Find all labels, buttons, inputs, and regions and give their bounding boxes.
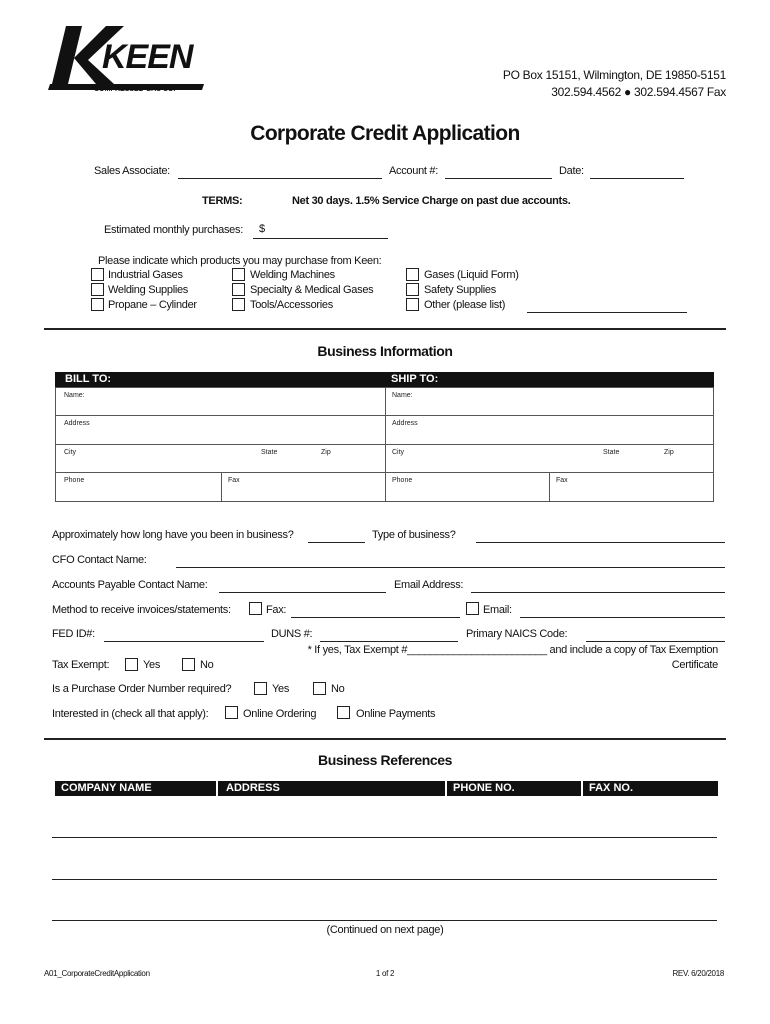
checkbox-tax-exempt-no[interactable]	[182, 658, 195, 671]
po-required-label: Is a Purchase Order Number required?	[52, 683, 232, 695]
field-label: Zip	[321, 449, 331, 456]
online-payments-label: Online Payments	[356, 708, 436, 720]
checkbox-other[interactable]	[406, 298, 419, 311]
column-header-company: COMPANY NAME	[55, 781, 218, 796]
terms-label: TERMS:	[202, 195, 243, 207]
logo-wordmark: KEEN	[102, 38, 193, 76]
terms-value: Net 30 days. 1.5% Service Charge on past due accounts.	[292, 195, 571, 207]
other-products-field[interactable]	[527, 312, 687, 313]
continued-note: (Continued on next page)	[326, 924, 444, 936]
invoice-method-label: Method to receive invoices/statements:	[52, 604, 231, 616]
years-in-business-field[interactable]	[308, 542, 365, 543]
product-label: Industrial Gases	[108, 269, 183, 281]
sales-associate-field[interactable]	[178, 178, 382, 179]
field-label: Phone	[64, 477, 85, 484]
column-header-phone: PHONE NO.	[447, 781, 583, 796]
checkbox-online-ordering[interactable]	[225, 706, 238, 719]
footer-page-number: 1 of 2	[375, 969, 395, 978]
currency-symbol: $	[259, 223, 265, 235]
field-label: Fax	[228, 477, 240, 484]
column-header-address: ADDRESS	[220, 781, 447, 796]
sales-associate-label: Sales Associate:	[94, 165, 170, 177]
business-references-title: Business References	[317, 752, 453, 768]
ship-to-address-cell[interactable]	[385, 415, 714, 445]
fax-method-field[interactable]	[291, 617, 460, 618]
column-header-fax: FAX NO.	[589, 782, 634, 794]
interested-label: Interested in (check all that apply):	[52, 708, 209, 720]
page-title: Corporate Credit Application	[250, 122, 520, 145]
email-method-field[interactable]	[520, 617, 725, 618]
cfo-contact-field[interactable]	[176, 567, 725, 568]
checkbox-tax-exempt-yes[interactable]	[125, 658, 138, 671]
date-label: Date:	[559, 165, 584, 177]
checkbox-fax-method[interactable]	[249, 602, 262, 615]
checkbox-specialty-medical-gases[interactable]	[232, 283, 245, 296]
product-label: Gases (Liquid Form)	[424, 269, 519, 281]
fax-method-label: Fax:	[266, 604, 287, 616]
business-info-title: Business Information	[317, 343, 453, 359]
checkbox-email-method[interactable]	[466, 602, 479, 615]
checkbox-po-yes[interactable]	[254, 682, 267, 695]
years-in-business-label: Approximately how long have you been in business?	[52, 529, 294, 541]
logo-subtitle: COMPRESSED GAS CO.	[94, 86, 176, 93]
tax-exempt-yes-label: Yes	[143, 659, 161, 671]
checkbox-tools-accessories[interactable]	[232, 298, 245, 311]
field-label: Name:	[392, 392, 413, 399]
tax-certificate-note: Certificate	[671, 659, 718, 671]
email-method-label: Email:	[483, 604, 512, 616]
bill-ship-header-bar	[55, 372, 714, 387]
products-prompt: Please indicate which products you may purchase from Keen:	[98, 255, 382, 267]
tax-exempt-note: * If yes, Tax Exempt #________________________ and include a copy of Tax Exemption	[307, 644, 718, 656]
company-address: PO Box 15151, Wilmington, DE 19850-5151	[502, 68, 726, 82]
field-label: City	[64, 449, 77, 456]
section-divider	[44, 738, 726, 740]
footer-form-id: A01_CorporateCreditApplication	[44, 969, 150, 978]
bill-to-header: BILL TO:	[65, 373, 112, 385]
footer-revision: REV. 6/20/2018	[672, 969, 724, 978]
product-label: Safety Supplies	[424, 284, 496, 296]
checkbox-welding-machines[interactable]	[232, 268, 245, 281]
reference-row-line[interactable]	[52, 837, 717, 838]
po-yes-label: Yes	[272, 683, 290, 695]
bill-to-fax-cell[interactable]	[221, 472, 386, 502]
reference-row-line[interactable]	[52, 920, 717, 921]
po-no-label: No	[331, 683, 345, 695]
field-label: Name:	[64, 392, 85, 399]
field-label: Address	[64, 420, 90, 427]
checkbox-po-no[interactable]	[313, 682, 326, 695]
email-address-label: Email Address:	[394, 579, 464, 591]
cfo-contact-label: CFO Contact Name:	[52, 554, 147, 566]
date-field[interactable]	[590, 178, 684, 179]
references-header-bar	[55, 781, 718, 796]
duns-field[interactable]	[320, 641, 458, 642]
ship-to-header: SHIP TO:	[391, 373, 439, 385]
business-type-field[interactable]	[476, 542, 725, 543]
email-address-field[interactable]	[471, 592, 725, 593]
ship-to-name-cell[interactable]	[385, 387, 714, 416]
field-label: Fax	[556, 477, 568, 484]
product-label: Welding Supplies	[108, 284, 188, 296]
naics-label: Primary NAICS Code:	[466, 628, 568, 640]
product-label: Specialty & Medical Gases	[250, 284, 374, 296]
duns-label: DUNS #:	[271, 628, 313, 640]
naics-field[interactable]	[586, 641, 725, 642]
checkbox-safety-supplies[interactable]	[406, 283, 419, 296]
checkbox-welding-supplies[interactable]	[91, 283, 104, 296]
field-label: Zip	[664, 449, 674, 456]
fed-id-field[interactable]	[104, 641, 264, 642]
ship-to-phone-cell[interactable]	[385, 472, 550, 502]
business-type-label: Type of business?	[372, 529, 456, 541]
bill-to-name-cell[interactable]	[55, 387, 386, 416]
field-label: State	[603, 449, 620, 456]
checkbox-online-payments[interactable]	[337, 706, 350, 719]
product-label: Welding Machines	[250, 269, 335, 281]
tax-exempt-label: Tax Exempt:	[52, 659, 110, 671]
field-label: Address	[392, 420, 418, 427]
bill-to-city-cell[interactable]	[55, 444, 386, 473]
account-field[interactable]	[445, 178, 552, 179]
ship-to-fax-cell[interactable]	[549, 472, 714, 502]
section-divider	[44, 328, 726, 330]
field-label: City	[392, 449, 405, 456]
ap-contact-label: Accounts Payable Contact Name:	[52, 579, 208, 591]
tax-exempt-no-label: No	[200, 659, 214, 671]
checkbox-propane-cylinder[interactable]	[91, 298, 104, 311]
checkbox-gases-liquid[interactable]	[406, 268, 419, 281]
bill-to-phone-cell[interactable]	[55, 472, 222, 502]
bill-to-address-cell[interactable]	[55, 415, 386, 445]
product-label: Tools/Accessories	[250, 299, 333, 311]
online-ordering-label: Online Ordering	[243, 708, 317, 720]
company-logo	[44, 22, 209, 97]
ap-contact-field[interactable]	[219, 592, 386, 593]
field-label: Phone	[392, 477, 413, 484]
ship-to-city-cell[interactable]	[385, 444, 714, 473]
product-label: Other (please list)	[424, 299, 506, 311]
reference-row-line[interactable]	[52, 879, 717, 880]
fed-id-label: FED ID#:	[52, 628, 95, 640]
monthly-purchases-label: Estimated monthly purchases:	[104, 224, 243, 236]
monthly-purchases-field[interactable]	[253, 238, 388, 239]
checkbox-industrial-gases[interactable]	[91, 268, 104, 281]
field-label: State	[261, 449, 278, 456]
account-label: Account #:	[389, 165, 438, 177]
company-phones: 302.594.4562 ● 302.594.4567 Fax	[551, 85, 726, 99]
product-label: Propane – Cylinder	[108, 299, 197, 311]
